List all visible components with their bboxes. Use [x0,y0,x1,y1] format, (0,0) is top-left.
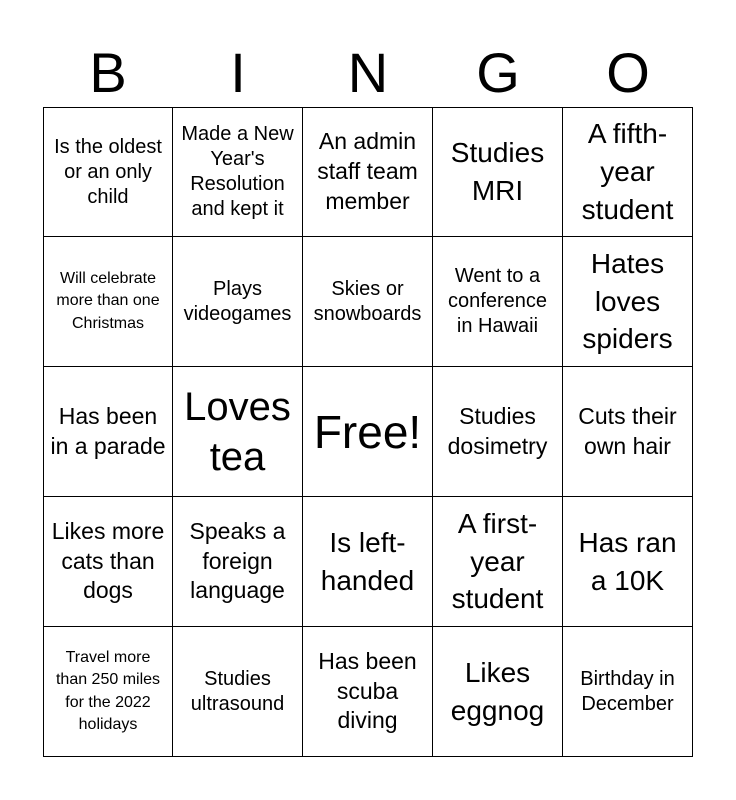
bingo-cell[interactable]: Made a New Year's Resolution and kept it [173,107,303,237]
bingo-cell[interactable]: Studies ultrasound [173,627,303,757]
bingo-cell[interactable]: Speaks a foreign language [173,497,303,627]
header-letter-i: I [230,41,246,104]
bingo-cell[interactable]: Hates loves spiders [563,237,693,367]
bingo-cell[interactable]: A fifth-year student [563,107,693,237]
bingo-cell[interactable]: Will celebrate more than one Christmas [43,237,173,367]
bingo-cell[interactable]: Birthday in December [563,627,693,757]
bingo-cell[interactable]: Studies dosimetry [433,367,563,497]
bingo-cell[interactable]: Cuts their own hair [563,367,693,497]
bingo-cell[interactable]: Travel more than 250 miles for the 2022 holidays [43,627,173,757]
header-letter-o: O [606,41,650,104]
bingo-cell[interactable]: Has been in a parade [43,367,173,497]
bingo-cell[interactable]: Loves tea [173,367,303,497]
header-letter-g: G [476,41,520,104]
bingo-cell[interactable]: Plays videogames [173,237,303,367]
bingo-cell[interactable]: A first-year student [433,497,563,627]
bingo-cell[interactable]: Is the oldest or an only child [43,107,173,237]
header-letter-b: B [89,41,127,104]
header-letter-n: N [347,41,389,104]
bingo-cell[interactable]: Skies or snowboards [303,237,433,367]
bingo-cell[interactable]: Is left-handed [303,497,433,627]
bingo-cell[interactable]: Studies MRI [433,107,563,237]
bingo-cell[interactable]: Has ran a 10K [563,497,693,627]
bingo-cell[interactable]: Has been scuba diving [303,627,433,757]
bingo-header [43,38,693,108]
bingo-cell[interactable]: Likes more cats than dogs [43,497,173,627]
bingo-cell[interactable]: An admin staff team member [303,107,433,237]
bingo-cell[interactable]: Likes eggnog [433,627,563,757]
bingo-cell[interactable]: Went to a conference in Hawaii [433,237,563,367]
free-space-cell[interactable]: Free! [303,367,433,497]
bingo-board [43,107,693,757]
